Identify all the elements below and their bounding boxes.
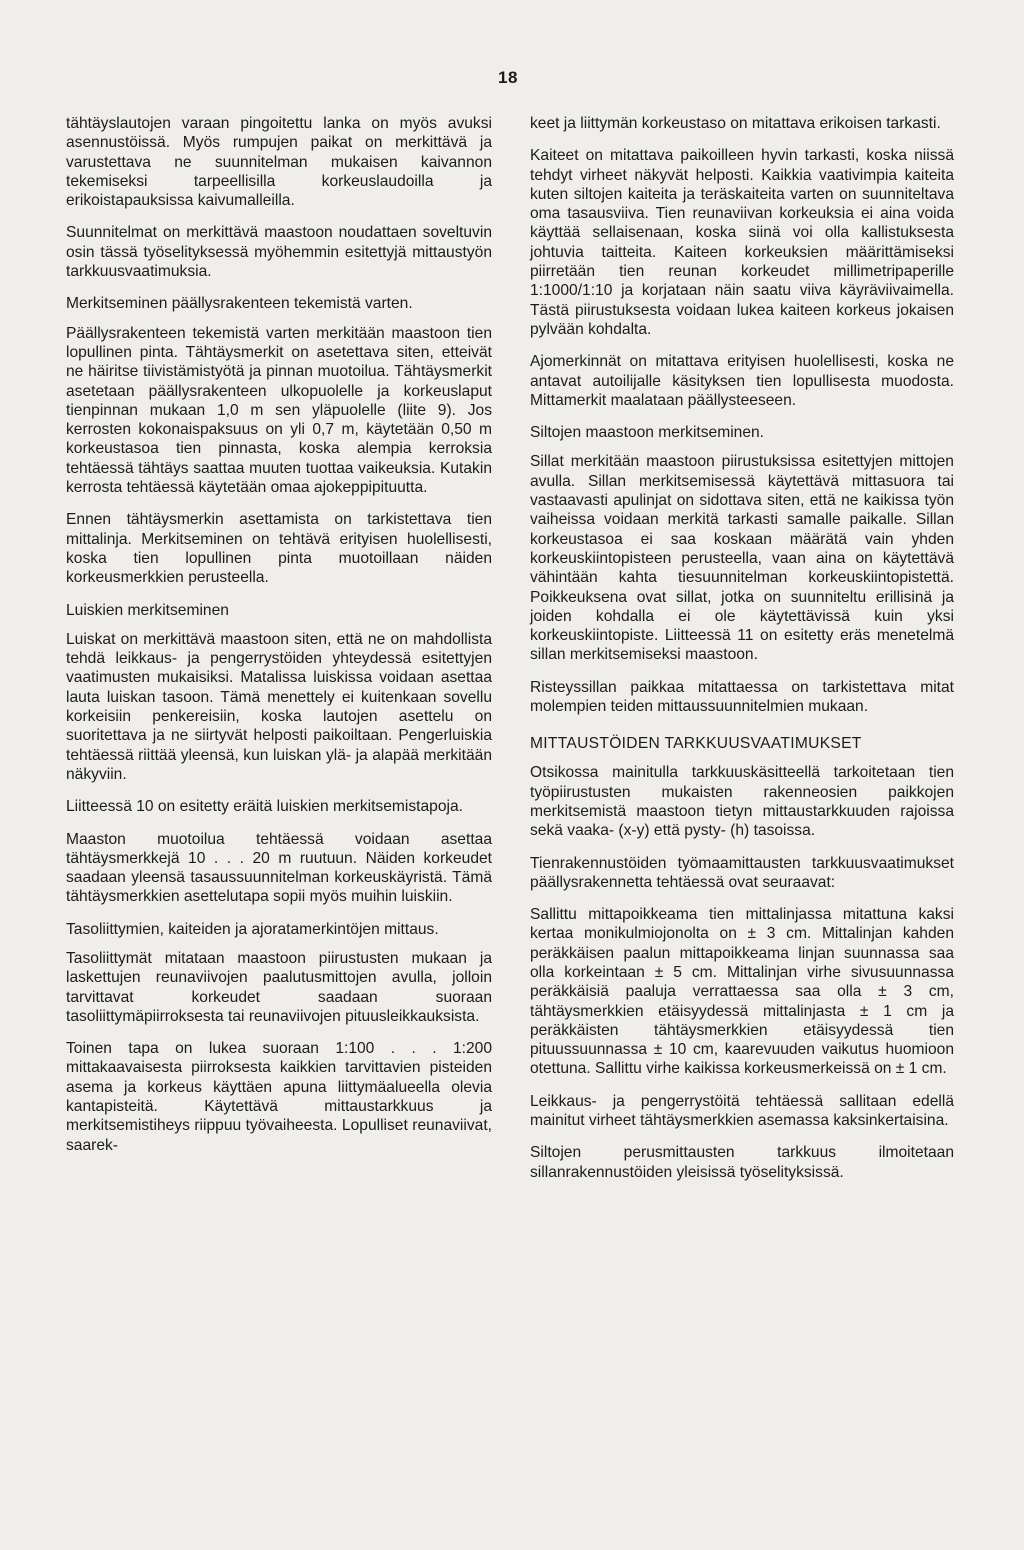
left-column [66,114,492,1168]
paragraph: Maaston muotoilua tehtäessä voidaan asettaa tähtäysmerkkejä 10 . . . 20 m ruutuun. Näiden korkeudet saadaan yleensä tasaussuunnitelman korkeuskäyristä. Tämä tähtäysmerkkien asettelutapa sopii myös muihin luiskiin. [66,830,492,906]
paragraph: Otsikossa mainitulla tarkkuuskäsitteellä tarkoitetaan tien työpiirustusten mukaisten rakenneosien paikkojen merkitsemistä maastoon tietyn mittaustarkkuuden rajoissa sekä vaaka- (x-y) että pysty- (h) tasoissa. [530,764,954,840]
paragraph: Sillat merkitään maastoon piirustuksissa esitettyjen mittojen avulla. Sillan merkitsemisessä käytettävä mittasuora tai vastaavasti apulinjat on sidottava siten, että ne kaikissa työn vaiheissa voidaan merkitä tarkasti samalle paikalle. Sillan korkeustasoa ei saa koskaan määrätä vain yhden korkeuskiintopisteen perusteella, vaan aina on käytettävä vähintään kahta tiesuunnitelman korkeuskiintopistettä. Poikkeuksena ovat sillat, jotka on suunniteltu erillisinä ja joiden kohdalla ei ole käytettävissä kuin yksi korkeuskiintopiste. Liitteessä 11 on esitetty eräs menetelmä sillan merkitsemiseksi maastoon. [530,453,954,664]
section-title: MITTAUSTÖIDEN TARKKUUSVAATIMUKSET [530,735,862,753]
paragraph: Suunnitelmat on merkittävä maastoon noudattaen soveltuvin osin tässä työselityksessä myöhemmin esitettyjä mittaustyön tarkkuusvaatimuksia. [66,224,492,281]
paragraph: Tienrakennustöiden työmaamittausten tarkkuusvaatimukset päällysrakennetta tehtäessä ovat seuraavat: [530,854,954,891]
paragraph: Siltojen perusmittausten tarkkuus ilmoitetaan sillanrakennustöiden yleisissä työselityksissä. [530,1144,954,1181]
right-column [530,114,954,1195]
paragraph: Ajomerkinnät on mitattava erityisen huolellisesti, koska ne antavat autoilijalle käsityksen tien lopullisesta muodosta. Mittamerkit maalataan päällysteeseen. [530,353,954,409]
paragraph: Luiskat on merkittävä maastoon siten, että ne on mahdollista tehdä leikkaus- ja pengerrystöiden yhteydessä esitettyjen vaatimusten mukaisiksi. Matalissa luiskissa voidaan asettaa lauta luiskan tasoon. Tämä menettely ei kuitenkaan sovellu korkeisiin penkereisiin, koska lautojen asettelu on suoritettava ja ne siirtyvät helposti paikoiltaan. Pengerluiskia tehtäessä riittää yleensä, kun luiskan ylä- ja alapää merkitään näkyviin. [66,630,492,783]
paragraph: Kaiteet on mitattava paikoilleen hyvin tarkasti, koska niissä tehdyt virheet näkyvät helposti. Kaikkia vaativimpia kaiteita kuten siltojen kaiteita ja teräskaiteita varten on suunniteltava oma tasausviiva. Tien reunaviivan korkeuksia ei aina voida käyttää sellaisenaan, koska siinä voi olla kallistuksesta johtuvia taitteita. Kaiteen korkeuksien määrittämiseksi piirretään tien reunan korkeudet millimetripaperille 1:1000/1:10 ja korjataan näin saatu viiva käyräviivaimella. Tästä piirustuksesta voidaan lukea kaiteen korkeus jokaisen pylvään kohdalta. [530,147,954,338]
paragraph: Tasoliittymät mitataan maastoon piirustusten mukaan ja laskettujen reunaviivojen paalutusmittojen avulla, jolloin tarvittavat korkeudet saadaan suoraan tasoliittymäpiirroksesta tai reunaviivojen pituusleikkauksista. [66,949,492,1025]
paragraph: tähtäyslautojen varaan pingoitettu lanka on myös avuksi asennustöissä. Myös rumpujen paikat on merkittävä ja varustettava ne suunnitelman mukaisen kaivannon tekemiseksi tarpeellisilla korkeuslaudoilla ja erikoistapauksissa kaivumalleilla. [66,115,492,210]
page-number: 18 [498,68,518,87]
paragraph: keet ja liittymän korkeustaso on mitattava erikoisen tarkasti. [530,115,941,132]
paragraph: Toinen tapa on lukea suoraan 1:100 . . . 1:200 mittakaavaisesta piirroksesta kaikkien tarvittavien pisteiden asema ja korkeus käyttäen apuna liittymäalueella olevia kantapisteitä. Käytettävä mittaustarkkuus ja merkitsemistiheys riippuu työvaiheesta. Lopulliset reunaviivat, saarek- [66,1040,492,1154]
subheading: Siltojen maastoon merkitseminen. [530,424,765,442]
paragraph: Päällysrakenteen tekemistä varten merkitään maastoon tien lopullinen pinta. Tähtäysmerkit on asetettava siten, etteivät ne häiritse tiivistämistyötä ja pinnan muotoilua. Tähtäysmerkit asetetaan päällysrakenteen ulkopuolelle ja korkeuslaput tienpinnan mukaan 1,0 m sen yläpuolelle (liite 9). Jos kerrosten kokonaispaksuus on yli 0,7 m, käytetään 0,50 m korkeustasoa tien pinnasta, koska alempia kerroksia tehtäessä tähtäys saattaa muuten tuottaa vaikeuksia. Kutakin kerrosta tehtäessä käytetään omaa ajokeppipituutta. [66,324,492,497]
paragraph: Sallittu mittapoikkeama tien mittalinjassa mitattuna kaksi kertaa monikulmiojonolta on ± 3 cm. Mittalinjan kahden peräkkäisen paalun mittapoikkeama linjan suunnassa saa olla korkeintaan ± 5 cm. Mittalinjan virhe sivusuunnassa peräkkäisiä paaluja verrattaessa saa olla ± 3 cm, tähtäysmerkkien etäisyydessä mittalinjasta ± 1 cm ja peräkkäisten tähtäysmerkkien etäisyydessä tien pituussuunnassa ± 10 cm, kaarevuuden vaikutus huomioon otettuna. Sallittu virhe kaikissa korkeusmerkeissä on ± 1 cm. [530,906,954,1078]
subheading: Luiskien merkitseminen [66,601,229,619]
paragraph: Liitteessä 10 on esitetty eräitä luiskien merkitsemistapoja. [66,798,463,816]
paragraph: Leikkaus- ja pengerrystöitä tehtäessä sallitaan edellä mainitut virheet tähtäysmerkkien asemassa kaksinkertaisina. [530,1092,954,1130]
subheading: Tasoliittymien, kaiteiden ja ajoratamerkintöjen mittaus. [66,920,439,938]
subheading: Merkitseminen päällysrakenteen tekemistä varten. [66,295,413,313]
paragraph: Risteyssillan paikkaa mitattaessa on tarkistettava mitat molempien teiden mittaussuunnitelmien mukaan. [530,678,954,716]
paragraph: Ennen tähtäysmerkin asettamista on tarkistettava tien mittalinja. Merkitseminen on tehtävä erityisen huolellisesti, koska tien lopullinen pinta muotoillaan näiden korkeusmerkkien perusteella. [66,511,492,587]
